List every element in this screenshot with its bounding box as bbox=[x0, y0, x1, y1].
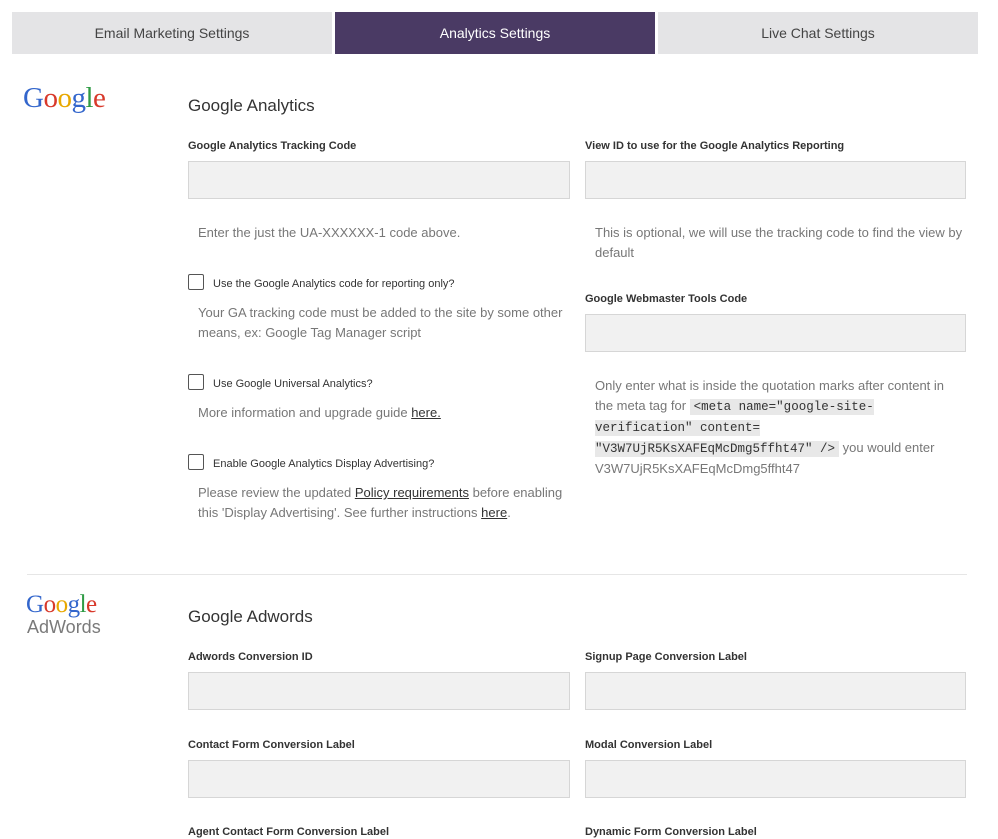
universal-analytics-checkbox[interactable] bbox=[188, 374, 204, 390]
display-advertising-label[interactable]: Enable Google Analytics Display Advertising? bbox=[213, 458, 435, 470]
signup-conversion-label-label: Signup Page Conversion Label bbox=[585, 651, 747, 663]
tracking-code-input[interactable] bbox=[188, 161, 570, 199]
contact-form-conversion-label: Contact Form Conversion Label bbox=[188, 739, 355, 751]
signup-conversion-label-input[interactable] bbox=[585, 672, 966, 710]
dynamic-form-conversion-label: Dynamic Form Conversion Label bbox=[585, 826, 757, 838]
reporting-only-help: Your GA tracking code must be added to the site by some other means, ex: Google Tag Manager script bbox=[198, 305, 563, 340]
policy-requirements-link[interactable]: Policy requirements bbox=[354, 485, 469, 500]
section-divider bbox=[27, 574, 967, 575]
contact-form-conversion-input[interactable] bbox=[188, 760, 570, 798]
meta-tag-code: <meta name="google-site-verification" content= "V3W7UjR5KsXAFEqMcDmg5ffht47" /> bbox=[595, 400, 874, 456]
view-id-input[interactable] bbox=[585, 161, 966, 199]
universal-analytics-label[interactable]: Use Google Universal Analytics? bbox=[213, 378, 373, 390]
universal-analytics-help: More information and upgrade guide here. bbox=[198, 405, 441, 420]
universal-guide-link[interactable]: here. bbox=[411, 405, 441, 420]
tracking-code-help: Enter the just the UA-XXXXXX-1 code above. bbox=[198, 225, 461, 240]
tracking-code-label: Google Analytics Tracking Code bbox=[188, 140, 357, 152]
google-analytics-title: Google Analytics bbox=[188, 96, 315, 115]
further-instructions-link[interactable]: here bbox=[481, 505, 508, 520]
google-adwords-title: Google Adwords bbox=[188, 607, 313, 626]
agent-contact-conversion-label: Agent Contact Form Conversion Label bbox=[188, 826, 390, 838]
tab-analytics-settings[interactable]: Analytics Settings bbox=[335, 12, 655, 54]
display-advertising-help: Please review the updated Policy requirements before enabling this 'Display Advertising'. See further instructions here. bbox=[198, 485, 563, 520]
conversion-id-input[interactable] bbox=[188, 672, 570, 710]
google-logo: Google bbox=[23, 82, 106, 114]
modal-conversion-input[interactable] bbox=[585, 760, 966, 798]
google-adwords-logo: Google AdWords bbox=[26, 591, 101, 637]
tab-email-marketing-settings[interactable]: Email Marketing Settings bbox=[12, 12, 332, 54]
conversion-id-label: Adwords Conversion ID bbox=[188, 651, 313, 663]
tab-live-chat-settings[interactable]: Live Chat Settings bbox=[658, 12, 978, 54]
webmaster-code-input[interactable] bbox=[585, 314, 966, 352]
webmaster-code-label: Google Webmaster Tools Code bbox=[585, 293, 748, 305]
view-id-help: This is optional, we will use the tracking code to find the view by default bbox=[595, 225, 963, 260]
webmaster-code-help: Only enter what is inside the quotation marks after content in the meta tag for <meta name="google-site-verification" content= "V3W7UjR5KsXAFEqMcDmg5ffht47" /> you would enter V3W7UjR5KsXAFEqMcDmg5ffht47 bbox=[595, 378, 945, 476]
settings-tabs bbox=[12, 12, 978, 54]
modal-conversion-label: Modal Conversion Label bbox=[585, 739, 713, 751]
reporting-only-checkbox[interactable] bbox=[188, 274, 204, 290]
view-id-label: View ID to use for the Google Analytics Reporting bbox=[585, 140, 845, 152]
reporting-only-label[interactable]: Use the Google Analytics code for reporting only? bbox=[213, 278, 455, 290]
display-advertising-checkbox[interactable] bbox=[188, 454, 204, 470]
